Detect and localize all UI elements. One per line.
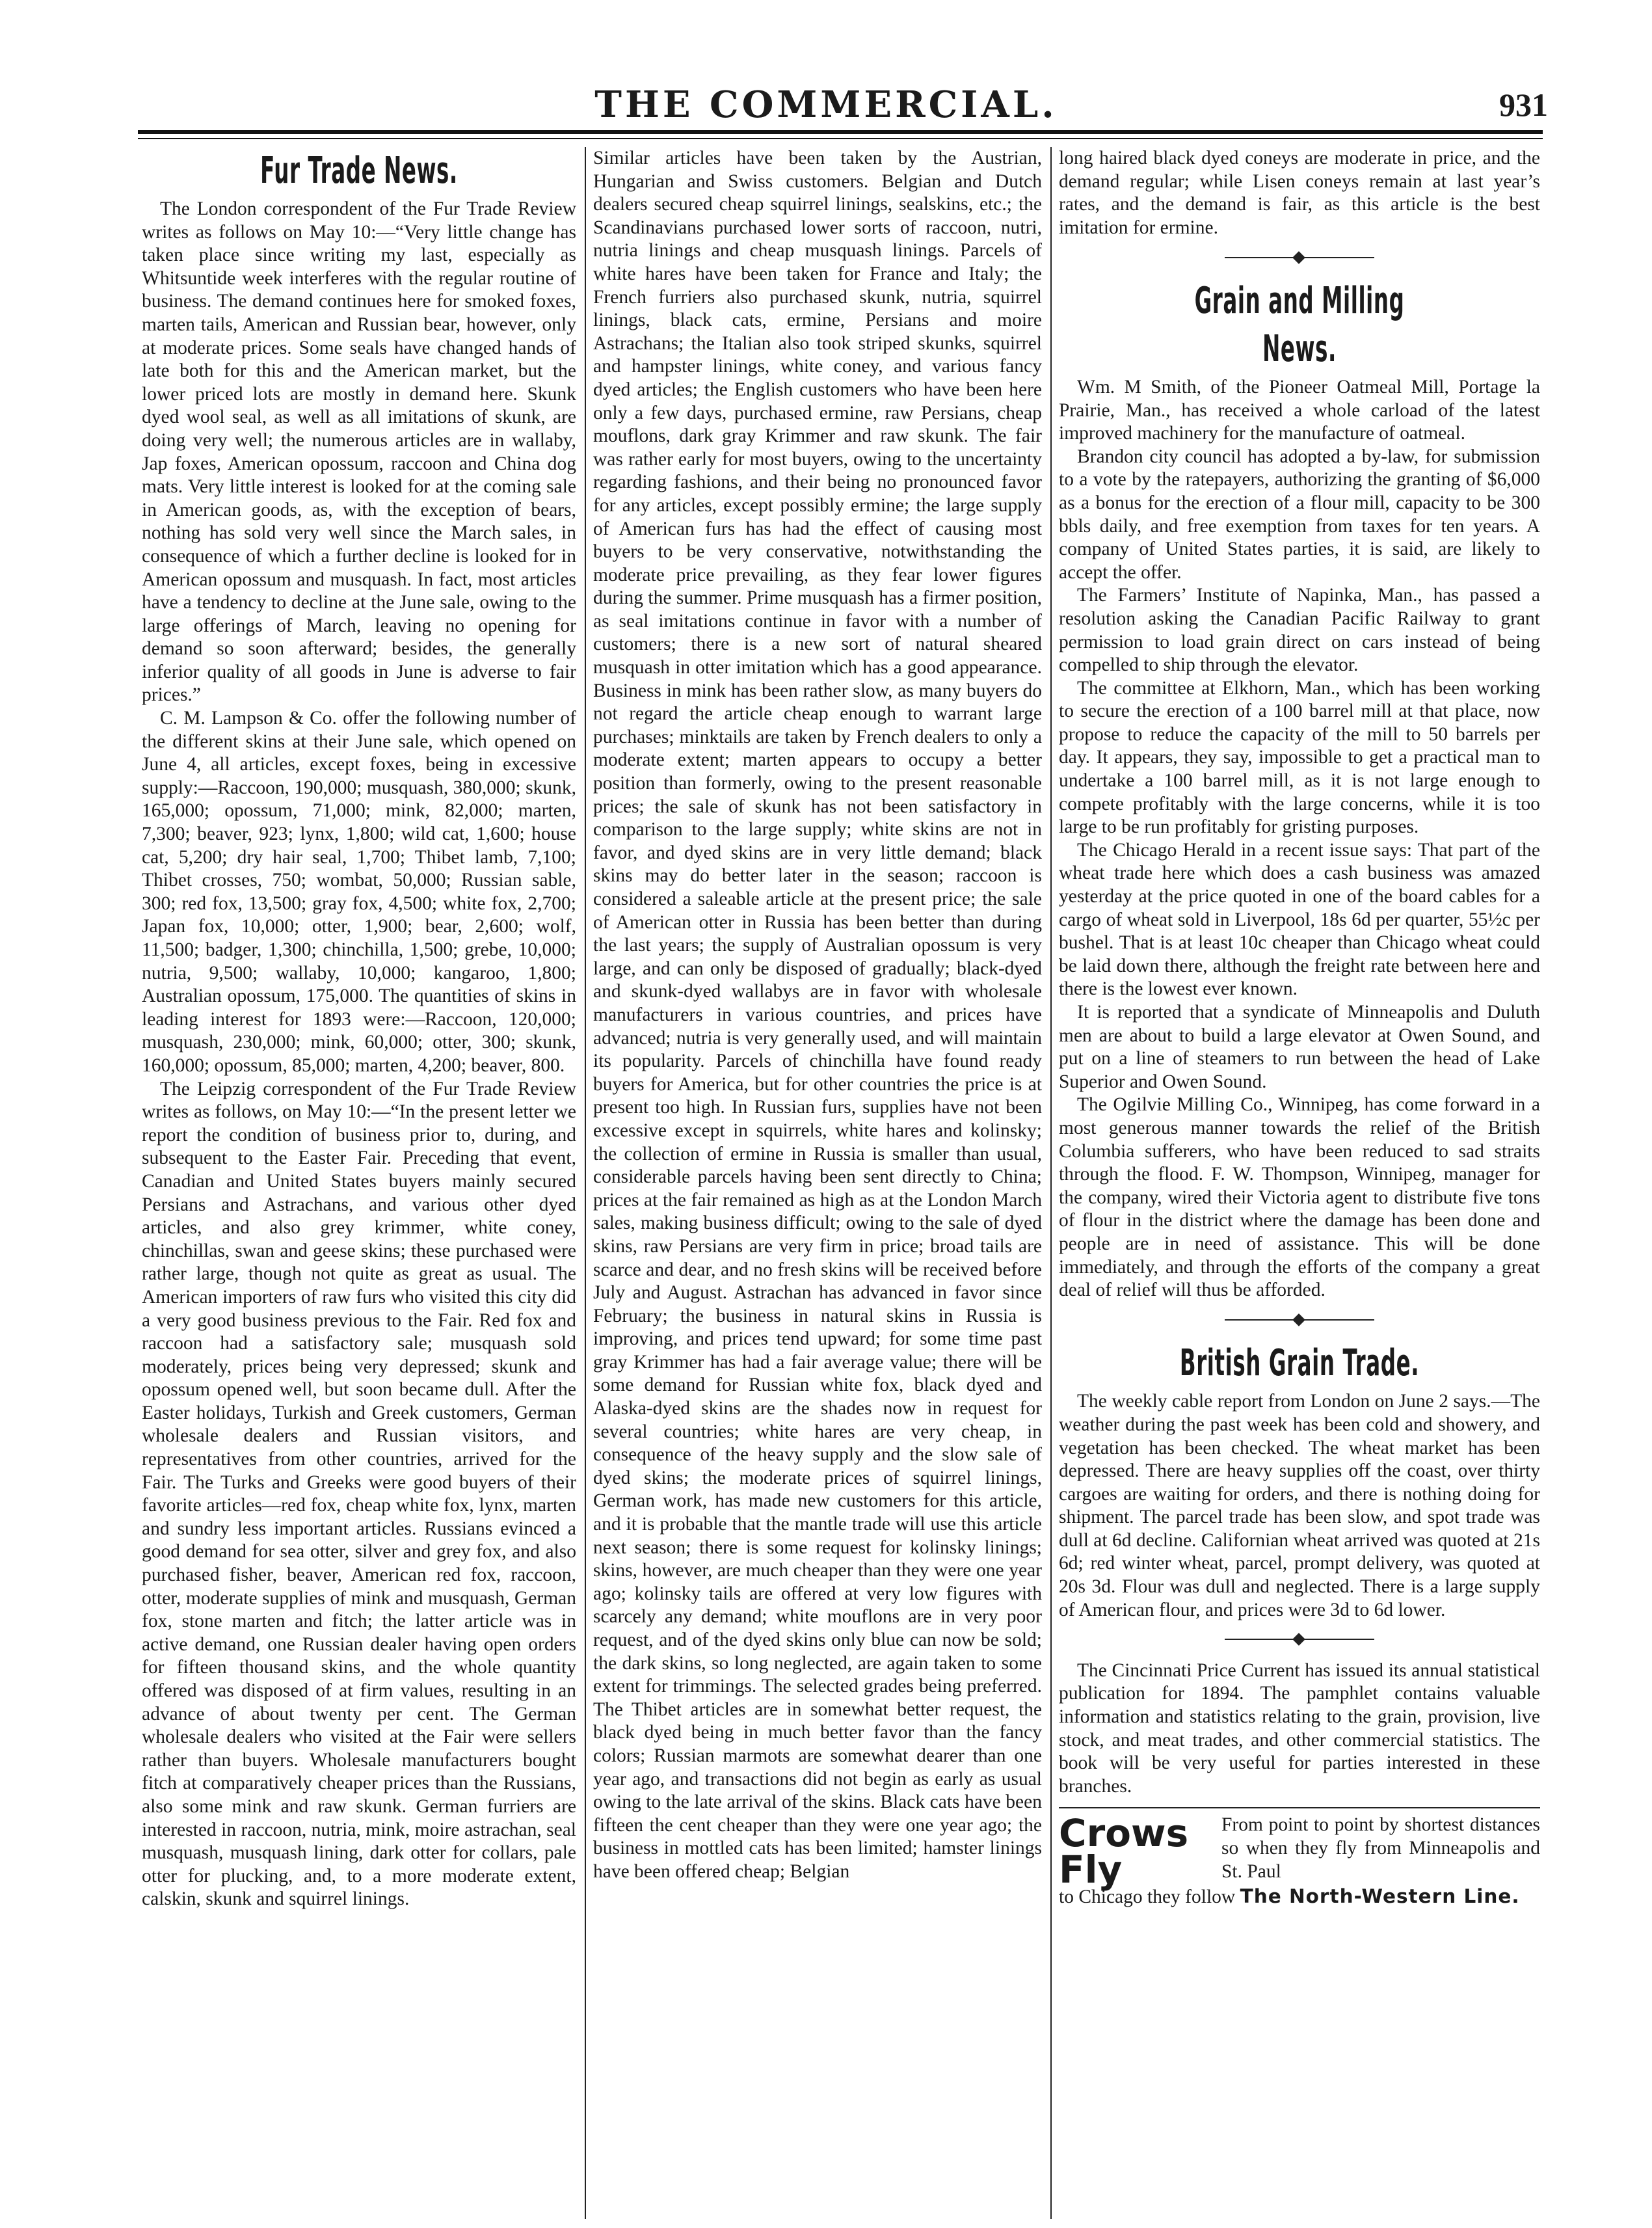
section-divider <box>1059 1308 1540 1331</box>
grain-paragraph: The Farmers’ Institute of Napinka, Man., has passed a resolution asking the Canadian Pacific Railway to grant permission to load grain direct on cars instead of being compelled to ship through the elevator. <box>1059 585 1540 676</box>
ad-word-fly: Fly <box>1059 1847 1123 1892</box>
grain-paragraph: The committee at Elkhorn, Man., which has been working to secure the erection of a 100 barrel mill at that place, now propose to reduce the capacity of the mill to 50 barrels per day. It appears, they say, impossible to get a practical man to undertake a 100 barrel mill, as it is not large enough to compete profitably with the large concerns, while it is too large to be run profitably for gristing purposes. <box>1059 677 1540 838</box>
fur-continued-end: long haired black dyed coneys are moderate in price, and the demand regular; while Lisen coneys remain at last year’s rates, and the demand is fair, as this article is the best imitation for ermine. <box>1059 148 1540 238</box>
page-number: 931 <box>1499 87 1548 123</box>
column-2 <box>593 147 1042 2219</box>
column-1 <box>142 147 576 2219</box>
column-3 <box>1059 147 1540 2219</box>
masthead <box>0 83 1652 129</box>
fur-continued: Similar articles have been taken by the Austrian, Hungarian and Swiss customers. Belgian and Dutch dealers secured cheap squirrel linings, sealskins, etc.; the Scandinavians purchased lower sorts of raccoon, nutri, nutria linings and cheap musquash linings. Parcels of white hares have been taken for France and Italy; the French furriers also purchased skunk, nutria, squirrel linings, black cats, ermine, Persians and moire Astrachans; the Italian also took striped skunks, squirrel and hampster linings, white coney, and various fancy dyed articles; the English customers who have been here only a few days, purchased ermine, raw Persians, cheap mouflons, dark gray Krimmer and raw skunk. The fair was rather early for most buyers, owing to the uncertainty regarding fashions, and their being no pronounced favor for any articles, except possibly ermine; the large supply of American furs has had the effect of causing most buyers to be very conservative, notwithstanding the moderate price prevailing, as they fear lower figures during the summer. Prime musquash has a firmer position, as seal imitations continue in favor with a number of customers; there is a new sort of natural sheared musquash in otter imitation which has a good appearance. Business in mink has been rather slow, as many buyers do not regard the article cheap enough to warrant large purchases; minktails are taken by French dealers to only a moderate extent; marten appears to occupy a better position than formerly, owing to the present reasonable prices; the sale of skunk has not been satisfactory in comparison to the large supply; white skins are not in favor, and dyed skins are in very little demand; black skins may do better later in the season; raccoon is considered a saleable article at the present price; the sale of American otter in Russia has been better than during the last years; the supply of Australian opossum is very large, and can only be disposed of gradually; black-dyed and skunk-dyed wallabys are in favor with wholesale manufacturers in various countries, and prices have advanced; nutria is very generally used, and will maintain its popularity. Parcels of chinchilla have found ready buyers for America, but for other countries the price is at present too high. In Russian furs, supplies have not been excessive except in squirrels, white hares and kolinsky; the collection of ermine in Russia is smaller than usual, considerable parcels having been sent directly to China; prices at the fair remained as high as at the London March sales, making business difficult; owing to the sale of dyed skins, raw Persians are very firm in price; broad tails are scarce and dear, and no fresh skins will be received before July and August. Astrachan has advanced in favor since February; the business in natural skins in Russia is improving, and prices tend upward; for some time past gray Krimmer has had a fair average value; there will be some demand for Russian white fox, black dyed and Alaska-dyed skins are the shades now in request for several countries; white hares are very cheap, in consequence of the heavy supply and the slow sale of dyed skins; the moderate prices of squirrel linings, German work, has made new customers for this article, and it is probable that the mantle trade will use this article next season; there is some request for kolinsky linings; skins, however, are much cheaper than they were one year ago; kolinsky tails are offered at very low figures with scarcely any demand; white mouflons are in very poor request, and of the dyed skins only blue can now be sold; the dark skins, so long neglected, are again taken to some extent for trimmings. The selected grades being preferred. The Thibet articles are in somewhat better request, the black dyed being in much better favor than the fancy colors; Russian marmots are somewhat dearer than one year ago, and transactions did not begin as early as usual owing to the late arrival of the skins. Black cats have been fifteen the cent cheaper than they were one year ago; the business in mottled cats has been limited; hamster linings have been offered cheap; Belgian <box>593 148 1042 1882</box>
column-divider <box>585 147 586 2219</box>
fur-paragraph: C. M. Lampson & Co. offer the following number of the different skins at their June sale, which opened on June 4, all articles, except foxes, being in excessive supply:—Raccoon, 190,000; musquash, 380,000; skunk, 165,000; opossum, 71,000; mink, 82,000; marten, 7,300; beaver, 923; lynx, 1,800; wild cat, 1,600; house cat, 5,200; dry hair seal, 1,700; Thibet lamb, 7,100; Thibet crosses, 750; wombat, 50,000; Russian sable, 300; red fox, 13,500; gray fox, 4,500; white fox, 2,700; Japan fox, 10,000; otter, 1,900; bear, 2,600; wolf, 11,500; badger, 1,300; chinchilla, 1,500; grebe, 10,000; nutria, 9,500; wallaby, 10,000; kangaroo, 1,800; Australian opossum, 175,000. The quantities of skins in leading interest for 1893 were:—Raccoon, 120,000; musquash, 230,000; mink, 60,000; otter, 300; skunk, 160,000; opossum, 85,000; marten, 4,200; beaver, 800. <box>142 708 576 1076</box>
grain-paragraph: The Chicago Herald in a recent issue says: That part of the wheat trade here which does a cash business was amazed yesterday at the price quoted in one of the board cables for a cargo of wheat sold in Liverpool, 18s 6d per quarter, 55½c per bushel. That is at least 10c cheaper than Chicago wheat could be laid down there, although the freight rate between here and there is the lowest ever known. <box>1059 839 1540 1000</box>
grain-paragraph: Brandon city council has adopted a by-law, for submission to a vote by the ratepayers, authorizing the granting of $6,000 as a bonus for the erection of a flour mill, capacity to be 300 bbls daily, and free exemption from taxes for ten years. A company of United States parties, it is said, are likely to accept the offer. <box>1059 446 1540 583</box>
column-divider <box>1050 147 1052 2219</box>
cincinnati-paragraph: The Cincinnati Price Current has issued its annual statistical publication for 1894. The pamphlet contains valuable information and statistics relating to the grain, provision, live stock, and meat trades, and other commercial statistics. The book will be very useful for parties interested in these branches. <box>1059 1659 1540 1797</box>
north-western-line-ad <box>1059 1807 1540 1931</box>
section-divider <box>1059 1627 1540 1650</box>
masthead-title: THE COMMERCIAL. <box>594 83 1058 126</box>
british-paragraph: The weekly cable report from London on June 2 says.—The weather during the past week has been cold and showery, and vegetation has been checked. The wheat market has been depressed. There are heavy supplies off the coast, over thirty cargoes are waiting for orders, and there is nothing doing for shipment. The parcel trade has been slow, and spot trade was dull at 6d decline. Californian wheat arrived was quoted at 21s 6d; red winter wheat, parcel, prompt delivery, was quoted at 20s 3d. Flour was dull and neglected. There is a large supply of American flour, and prices were 3d to 6d lower. <box>1059 1391 1540 1620</box>
ad-closing-bold: The North-Western Line. <box>1240 1885 1520 1908</box>
masthead-rule-thick <box>138 130 1543 134</box>
masthead-rule-thin <box>138 138 1543 139</box>
section-divider <box>1059 245 1540 268</box>
grain-paragraph: Wm. M Smith, of the Pioneer Oatmeal Mill, Portage la Prairie, Man., has received a whole carload of the latest improved machinery for the manufacture of oatmeal. <box>1059 376 1540 444</box>
fur-paragraph: The London correspondent of the Fur Trade Review writes as follows on May 10:—“Very little change has taken place since writing my last, especially as Whitsuntide week interferes with the regular routine of business. The demand continues here for smoked foxes, marten tails, American and Russian bear, however, only at moderate prices. Some seals have changed hands of late both for this and the American market, but the lower priced lots are mostly in demand here. Skunk dyed wool seal, as well as all imitations of skunk, are doing very well; the numerous articles are in wallaby, Jap foxes, American opossum, raccoon and China dog mats. Very little interest is looked for at the coming sale in American goods, as, with the exception of bears, nothing has sold very well since the March sales, in consequence of which a further decline is looked for in American opossum and musquash. In fact, most articles have a tendency to decline at the June sale, owing to the large offerings of March, leaving no opening for demand so soon afterward; besides, the generally inferior quality of all goods in June is adverse to fair prices.” <box>142 198 576 706</box>
ad-closing-line <box>1059 1885 1540 1909</box>
fur-paragraph: The Leipzig correspondent of the Fur Trade Review writes as follows, on May 10:—“In the present letter we report the condition of business prior to, during, and subsequent to the Easter Fair. Preceding that event, Canadian and United States buyers mainly secured Persians and Astrachans, and various other dyed articles, and also grey krimmer, white coney, chinchillas, swan and geese skins; these purchased were rather large, though not quite as great as usual. The American importers of raw furs who visited this city did a very good business previous to the Fair. Red fox and raccoon had a satisfactory sale; musquash sold moderately, prices being very depressed; skunk and opossum opened well, but soon became dull. After the Easter holidays, Turkish and Greek customers, German wholesale dealers and Russian visitors, and representatives from other countries, arrived for the Fair. The Turks and Greeks were good buyers of their favorite articles—red fox, cheap white fox, lynx, marten and sundry less important articles. Russians evinced a good demand for sea otter, silver and grey fox, and also purchased fisher, beaver, American red fox, raccoon, otter, moderate supplies of mink and musquash, German fox, stone marten and fitch; the latter article was in active demand, one Russian dealer having open orders for fifteen thousand skins, and the whole quantity offered was disposed of at firm values, resulting in an advance of about twenty per cent. The German wholesale dealers who visited at the Fair were sellers rather than buyers. Wholesale manufacturers bought fitch at comparatively cheaper prices than the Russians, also some mink and raw skunk. German furriers are interested in raccoon, nutria, mink, moire astrachan, seal musquash, musquash lining, dark otter for collars, pale otter for plucking, and, to a more moderate extent, calskin, skunk and squirrel linings. <box>142 1078 576 1910</box>
ad-closing-start: to Chicago they follow <box>1059 1886 1236 1908</box>
ad-text: From point to point by shortest distances so when they fly from Minneapolis and St. Paul <box>1221 1814 1540 1882</box>
british-grain-heading: British Grain Trade. <box>1179 1342 1420 1385</box>
fur-trade-heading: Fur Trade News. <box>260 150 458 192</box>
grain-paragraph: It is reported that a syndicate of Minneapolis and Duluth men are about to build a large elevator at Owen Sound, and put on a line of steamers to run between the head of Lake Superior and Owen Sound. <box>1059 1002 1540 1092</box>
grain-paragraph: The Ogilvie Milling Co., Winnipeg, has come forward in a most generous manner towards the relief of the British Columbia sufferers, who have been reduced to sad straits through the flood. F. W. Thompson, Winnipeg, manager for the company, wired their Victoria agent to distribute five tons of flour in the district where the damage has been done and people are in need of assistance. This will be done immediately, and through the efforts of the company a great deal of relief will thus be afforded. <box>1059 1094 1540 1301</box>
ad-word-crows: Crows <box>1059 1811 1189 1856</box>
grain-milling-heading: Grain and Milling News. <box>1194 279 1405 370</box>
